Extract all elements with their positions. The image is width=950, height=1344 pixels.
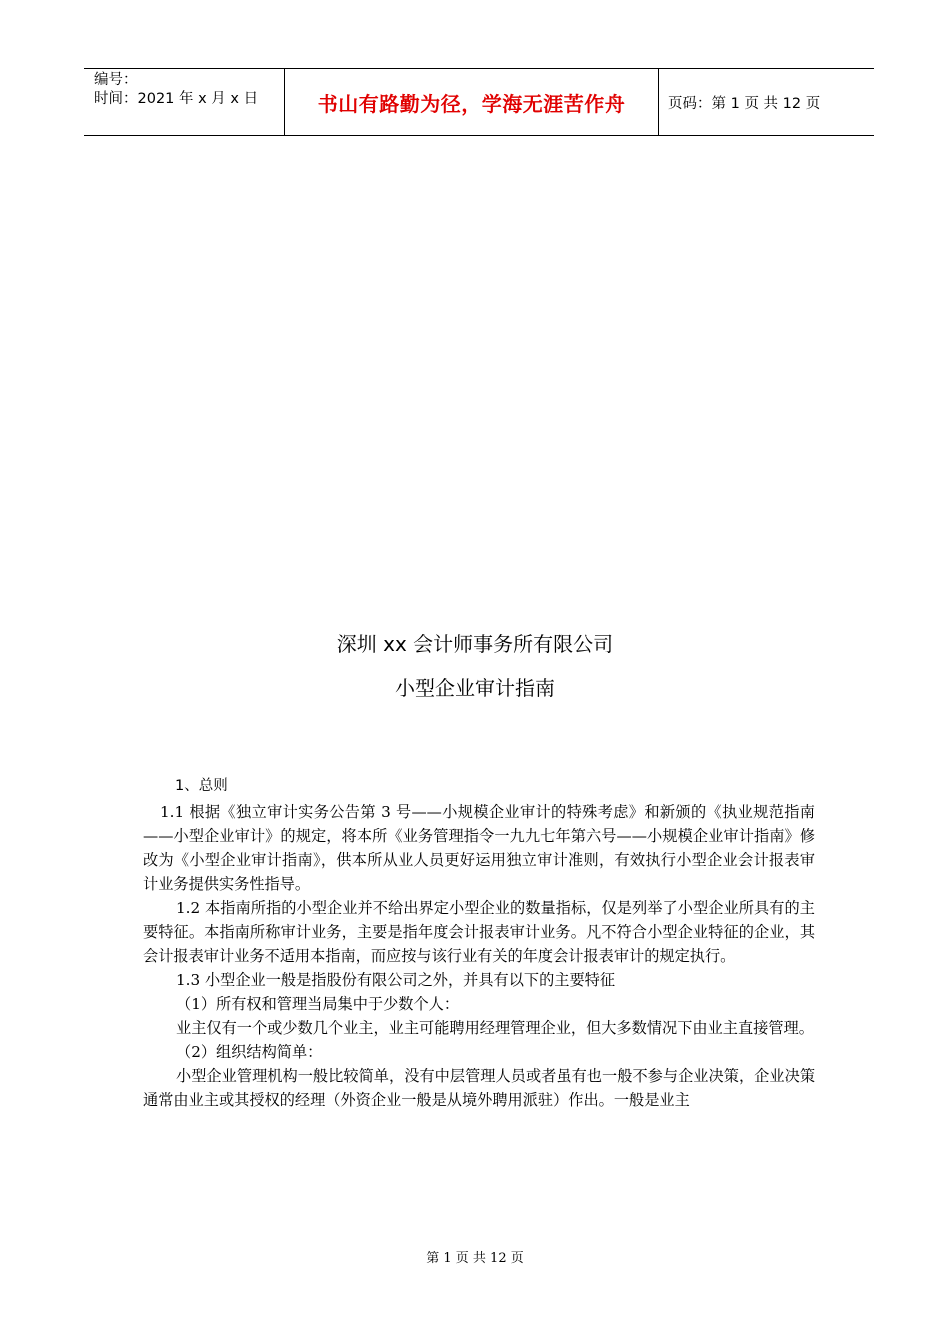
document-number-label: 编号： (94, 72, 138, 88)
item-1-title: （1）所有权和管理当局集中于少数个人： (176, 995, 460, 1013)
page-footer: 第 1 页 共 12 页 (426, 1251, 524, 1266)
paragraph-1-2: 1.2 本指南所指的小型企业并不给出界定小型企业的数量指标，仅是列举了小型企业所具有的主要特征。本指南所称审计业务，主要是指年度会计报表审计业务。凡不符合小型企业特征的企业，其会计报表审计业务不适用本指南，而应按与该行业有关的年度会计报表审计的规定执行。 (143, 899, 815, 965)
page-header (84, 68, 874, 136)
item-2-text: 小型企业管理机构一般比较简单，没有中层管理人员或者虽有也一般不参与企业决策，企业决策通常由业主或其授权的经理（外资企业一般是从境外聘用派驻）作出。一般是业主 (143, 1067, 815, 1109)
item-1-text: 业主仅有一个或少数几个业主，业主可能聘用经理管理企业，但大多数情况下由业主直接管理。 (176, 1019, 814, 1037)
header-page-info: 页码：第 1 页 共 12 页 (668, 95, 821, 112)
document-date: 时间：2021 年 x 月 x 日 (94, 91, 259, 107)
document-body (143, 774, 815, 1112)
company-title: 深圳 xx 会计师事务所有限公司 (336, 632, 614, 656)
section-heading: 1、总则 (175, 778, 228, 794)
item-2-title: （2）组织结构简单： (176, 1043, 323, 1061)
document-title: 小型企业审计指南 (395, 676, 555, 700)
header-meta (84, 69, 285, 135)
paragraph-1-3: 1.3 小型企业一般是指股份有限公司之外，并具有以下的主要特征 (176, 971, 616, 989)
paragraph-1-1: 1.1 根据《独立审计实务公告第 3 号——小规模企业审计的特殊考虑》和新颁的《执业规范指南——小型企业审计》的规定，将本所《业务管理指令一九九七年第六号——小规模企业审计指南》修改为《小型企业审计指南》，供本所从业人员更好运用独立审计准则，有效执行小型企业会计报表审计业务提供实务性指导。 (143, 803, 815, 893)
header-motto: 书山有路勤为径，学海无涯苦作舟 (285, 69, 659, 135)
